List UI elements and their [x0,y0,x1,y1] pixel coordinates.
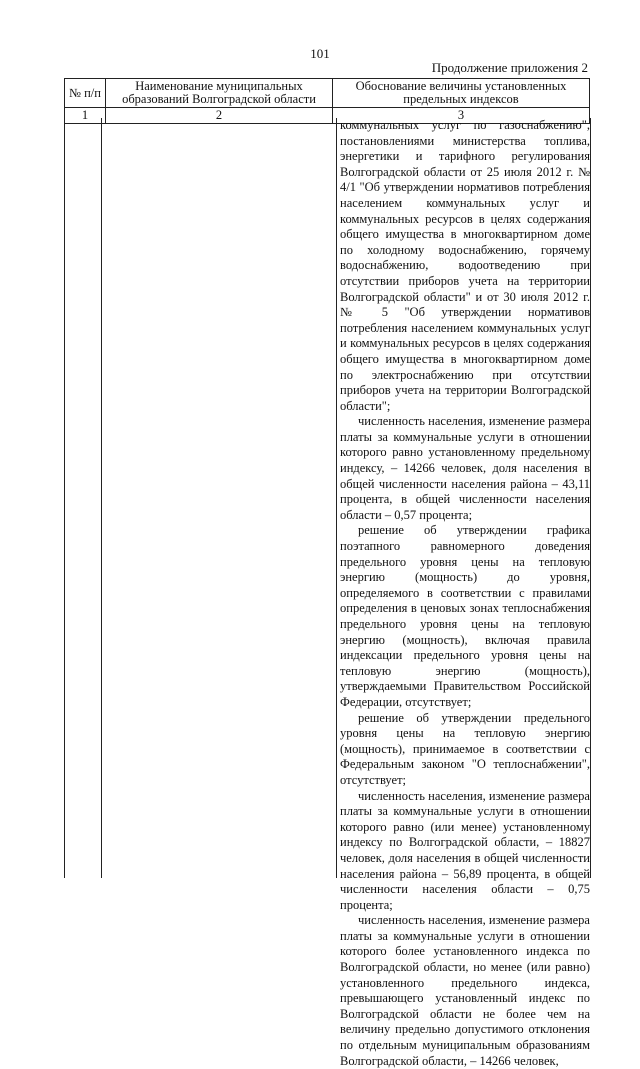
column-border-2 [336,118,337,878]
paragraph: решение об утверждении предельного уровня цены на тепловую энергию (мощность), принимаемое в соответствии с Федеральным законом "О теплоснабжении", отсутствует; [340,710,590,787]
col1-number: 1 [65,108,106,124]
paragraph: численность населения, изменение размера платы за коммунальные услуги в отношении которого равно (или менее) установленному индексу по Волгоградской области, – 18827 человек, доля населения в общей численности населения района – 56,89 процента, в общей численности населения области – 0,75 процента; [340,788,590,912]
paragraph: численность населения, изменение размера платы за коммунальные услуги в отношении которого более установленного индекса по Волгоградской области, но менее (или равно) установленного предельного индекса, превышающего установленный индекс по Волгоградской области не более чем на величину предельно допустимого отклонения по отдельным муниципальным образованиям Волгоградской области, – 14266 человек, [340,913,590,1068]
col2-number: 2 [106,108,333,124]
paragraph: численность населения, изменение размера платы за коммунальные услуги в отношении которого равно установленному предельному индексу, – 14266 человек, доля населения в общей численности населения района – 43,11 процента, в общей численности населения области – 0,57 процента; [340,414,590,522]
paragraph: решение об утверждении графика поэтапного равномерного доведения предельного уровня цены на тепловую энергию (мощность) до уровня, определяемого в соответствии с правилами определения в ценовых зонах теплоснабжения предельного уровня цены на тепловую энергию (мощность), включая правила индексации предельного уровня цены на тепловую энергию (мощность), утверждаемыми Правительством Российской Федерации, отсутствует; [340,523,590,709]
paragraph: коммунальных услуг по газоснабжению", постановлениями министерства топлива, энергетики и тарифного регулирования Волгоградской области от 25 июля 2012 г. № 4/1 "Об утверждении нормативов потребления населением коммунальных услуг и коммунальных ресурсов в целях содержания общего имущества в многоквартирном доме по холодному водоснабжению, горячему водоснабжению, водоотведению при отсутствии приборов учета на территории Волгоградской области" и от 30 июля 2012 г. № 5 "Об утверждении нормативов потребления населением коммунальных услуг и коммунальных ресурсов в целях содержания общего имущества в многоквартирном доме по электроснабжению при отсутствии приборов учета на территории Волгоградской области"; [340,118,590,413]
column-border-left [64,118,65,878]
col1-title: № п/п [65,79,106,108]
column-border-1 [101,118,102,878]
page-number: 101 [310,46,330,61]
col3-title: Обоснование величины установленных предельных индексов [333,79,590,108]
justification-text [340,118,590,1069]
col2-title: Наименование муниципальных образований Волгоградской области [106,79,333,108]
col3-number: 3 [333,108,590,124]
continuation-label: Продолжение приложения 2 [431,60,588,75]
column-border-right [590,118,591,878]
